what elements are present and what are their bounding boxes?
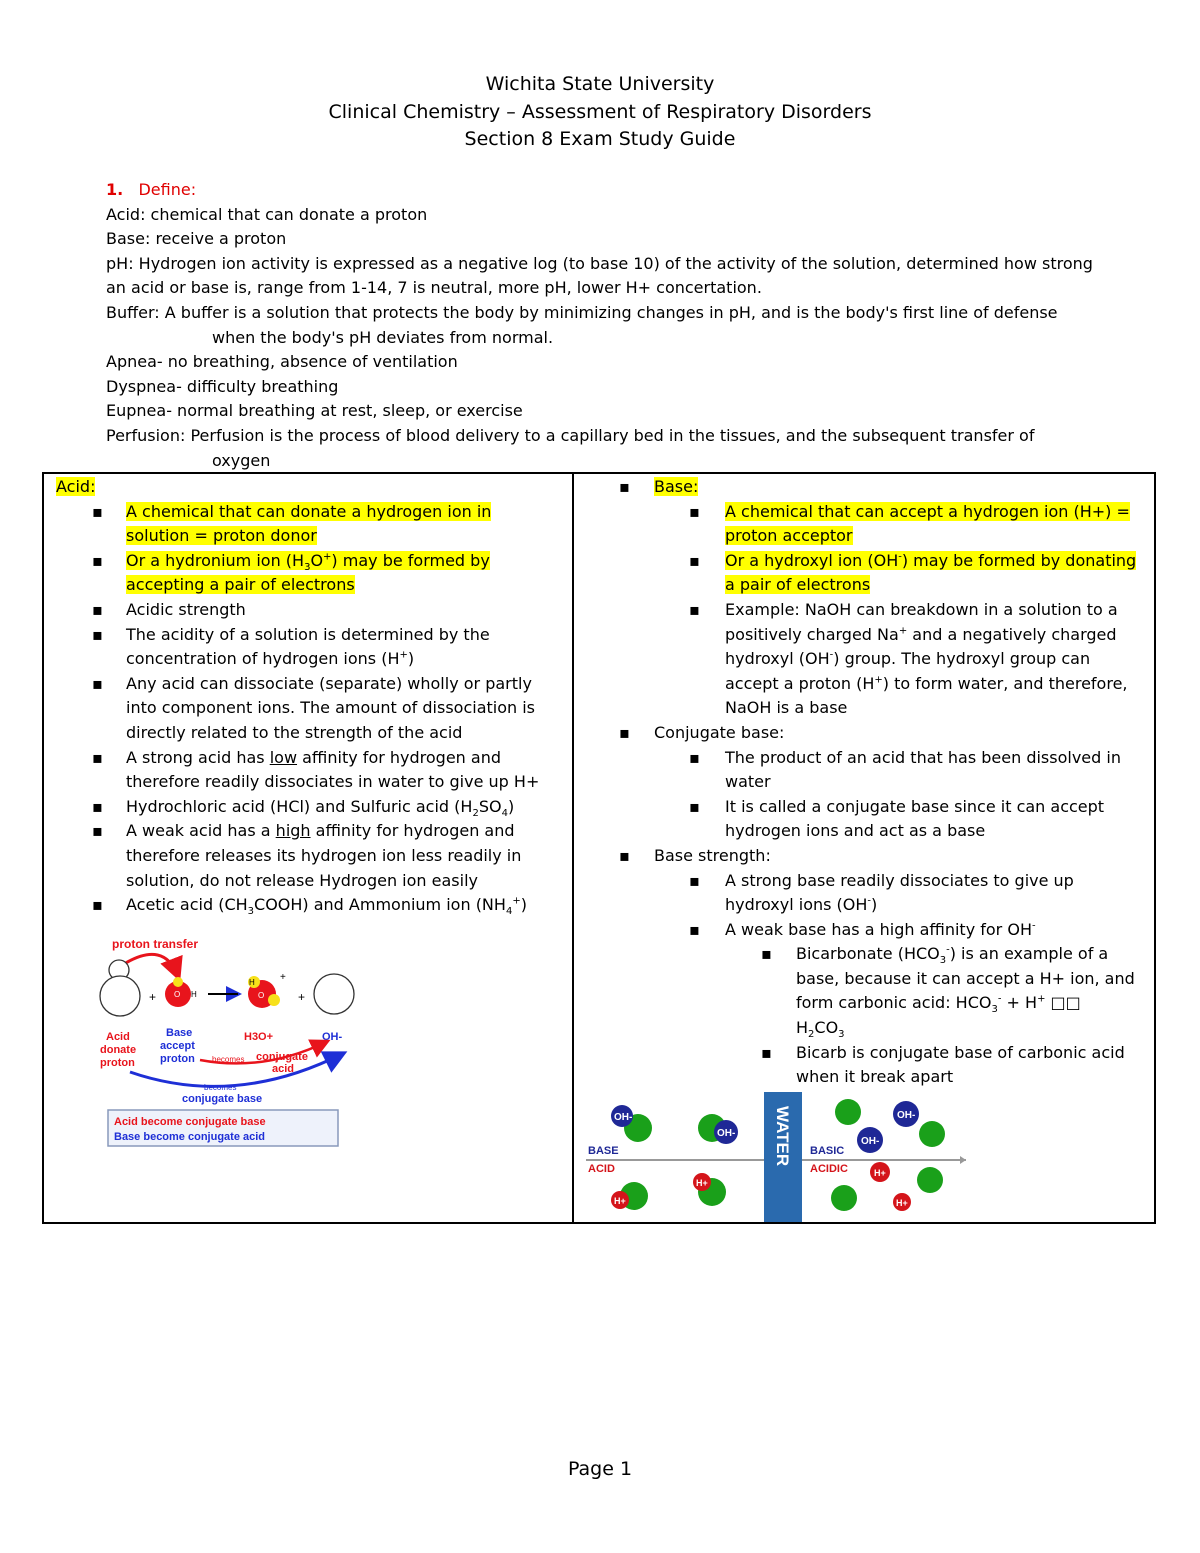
acid-bullet-acidity: ▪ The acidity of a solution is determined by the concentration of hydrogen ions (H+) [92, 624, 490, 669]
donate-label: donate [100, 1044, 137, 1056]
def-dyspnea: Dyspnea- difficulty breathing [106, 376, 339, 396]
base-bullet-definition: ▪ A chemical that can accept a hydrogen ion (H+) = proton acceptor [689, 501, 1130, 546]
plus-sign-charge: + [280, 972, 286, 983]
oh-label: OH- [322, 1031, 343, 1043]
accept-label: accept [160, 1040, 195, 1052]
acid-bullet-weak-examples: ▪ Acetic acid $(CH_3COOH)$ and Ammonium ion $(NH_4^+)$ [92, 895, 527, 918]
def-buffer-line1: Buffer: A buffer is a solution that protects the body by minimizing changes in pH, and is the body's first line of defense [106, 302, 1058, 322]
conjugate-label: conjugate [256, 1051, 308, 1063]
header-university: Wichita State University [485, 73, 715, 95]
caption-base-line: Base become conjugate acid [114, 1131, 265, 1143]
acid-bullet-hydronium: ▪ Or a hydronium ion $(H_3O^+)$ may be formed by accepting a pair of electrons [92, 550, 490, 595]
hydronium-h-atom-2 [268, 994, 280, 1006]
strong-base-bullet: ▪ A strong base readily dissociates to give up hydroxyl ions (OH-) [689, 870, 1074, 915]
page-number: Page 1 [567, 1458, 633, 1480]
water-molecule-8 [831, 1185, 857, 1211]
water-molecule-6 [919, 1121, 945, 1147]
acid-sub-label: acid [272, 1063, 295, 1075]
acid-bullet-strength: ▪ Acidic strength [92, 599, 246, 619]
definitions-section [106, 178, 1136, 473]
def-base: Base: receive a proton [106, 229, 287, 249]
atom-o-label-1: O [174, 990, 181, 999]
base-title: Base: [654, 477, 699, 496]
oh-label-3: OH- [897, 1110, 916, 1121]
conjugate-base-label: conjugate base [182, 1093, 263, 1105]
becomes-label-1: becomes [212, 1055, 245, 1064]
acid-bullet-definition: ▪ A chemical that can donate a hydrogen ion in solution = proton donor [92, 501, 492, 546]
header-guide-title: Section 8 Exam Study Guide [464, 128, 736, 150]
h-label-2: H+ [696, 1178, 708, 1188]
conjugate-base-item: ▪ Conjugate base: [619, 722, 785, 742]
proton-transfer-diagram [94, 932, 394, 1152]
base-column [589, 475, 1144, 1090]
acid-bullet-strong-examples: ▪ Hydrochloric acid (HCl) and Sulfuric acid $(H_2SO_4)$ [92, 796, 515, 819]
acid-left-label: ACID [588, 1163, 615, 1175]
atom-h-label-1: H [191, 990, 197, 999]
caption-acid-line: Acid become conjugate base [114, 1116, 266, 1128]
acid-bullet-dissociate: ▪ Any acid can dissociate (separate) wholly or partly into component ions. The amount of dissociation is directly related to the strength of the acid [92, 673, 536, 742]
def-ph-line1: pH: Hydrogen ion activity is expressed as a negative log (to base 10) of the activity of the solution, determined how strong [106, 253, 1093, 273]
bicarbonate-bullet: ▪ Bicarbonate $(HCO_3^-)$ is an example of a base, because it can accept a H+ ion, and form carbonic acid: $HCO_3^- + H^+$ □□ $H_2CO_3$ [761, 944, 1135, 1041]
oh-label-2: OH- [717, 1128, 736, 1139]
base-bullet-hydroxyl: ▪ Or a hydroxyl ion (OH-) may be formed by donating a pair of electrons [689, 550, 1137, 595]
def-perfusion-line1: Perfusion: Perfusion is the process of blood delivery to a capillary bed in the tissues, and the subsequent transfer of [106, 425, 1035, 445]
acid-base-table [42, 472, 1156, 1224]
plus-sign-1: + [149, 990, 157, 1004]
h-label-4: H+ [896, 1198, 908, 1208]
table-divider [572, 474, 574, 1222]
def-acid: Acid: chemical that can donate a proton [106, 204, 428, 224]
base-title-item: ▪ Base: [619, 477, 699, 496]
acid-molecule-circle [100, 976, 140, 1016]
hydroxide-ion-circle [314, 974, 354, 1014]
acidic-right-label: ACIDIC [810, 1163, 848, 1175]
basic-right-label: BASIC [810, 1145, 845, 1157]
define-label: Define: [138, 180, 197, 199]
bicarb-conjugate-bullet: ▪ Bicarb is conjugate base of carbonic acid when it break apart [761, 1042, 1125, 1087]
atom-h-label-2: H [249, 978, 255, 987]
proton-transfer-arrow [124, 954, 178, 976]
base-strength-item: ▪ Base strength: [619, 845, 771, 865]
def-buffer-line2: when the body's pH deviates from normal. [212, 327, 554, 347]
acid-column [56, 475, 556, 918]
header-course: Clinical Chemistry – Assessment of Respiratory Disorders [328, 101, 872, 123]
weak-base-bullet: ▪ A weak base has a high affinity for OH- [689, 919, 1036, 939]
oh-label-1: OH- [614, 1112, 633, 1123]
h-label-1: H+ [614, 1196, 626, 1206]
conjugate-base-bullet-2: ▪ It is called a conjugate base since it can accept hydrogen ions and act as a base [689, 796, 1105, 841]
h3o-label: H3O+ [244, 1031, 274, 1043]
proton-transfer-label: proton transfer [112, 937, 199, 951]
atom-o-label-2: O [258, 991, 265, 1000]
define-heading [106, 178, 1136, 203]
water-label: WATER [773, 1106, 792, 1167]
def-perfusion-line2: oxygen [212, 450, 271, 470]
acid-label: Acid [106, 1031, 130, 1043]
plus-sign-2: + [298, 990, 306, 1004]
h-label-3: H+ [874, 1168, 886, 1178]
proton-label-1: proton [100, 1057, 135, 1069]
hydroxide-hydrogen-atom [173, 977, 183, 987]
def-apnea: Apnea- no breathing, absence of ventilation [106, 352, 458, 372]
acid-bullet-weak: ▪ A weak acid has a high affinity for hydrogen and therefore releases its hydrogen ion less readily in solution, do not release Hydrogen ion easily [92, 821, 522, 890]
acid-bullet-strong: ▪ A strong acid has low affinity for hydrogen and therefore readily dissociates in water to give up H+ [92, 747, 540, 792]
becomes-label-2: becomes [204, 1083, 237, 1092]
water-ions-diagram [584, 1092, 966, 1222]
def-ph-line2: an acid or base is, range from 1-14, 7 is neutral, more pH, lower H+ concertation. [106, 278, 762, 298]
proton-label-2: proton [160, 1053, 195, 1065]
water-molecule-5 [835, 1099, 861, 1125]
define-number: 1. [106, 180, 124, 199]
base-bullet-naoh-example: ▪ Example: NaOH can breakdown in a solution to a positively charged Na+ and a negatively charged hydroxyl (OH-) group. The hydroxyl group can accept a proton (H+) to form water, and therefore, NaOH is a base [689, 599, 1128, 718]
def-eupnea: Eupnea- normal breathing at rest, sleep, or exercise [106, 401, 523, 421]
acid-title: Acid: [56, 477, 96, 496]
conjugate-base-bullet-1: ▪ The product of an acid that has been dissolved in water [689, 747, 1121, 792]
water-molecule-7 [917, 1167, 943, 1193]
base-label: Base [166, 1027, 193, 1039]
base-left-label: BASE [588, 1145, 619, 1157]
oh-label-4: OH- [861, 1136, 880, 1147]
